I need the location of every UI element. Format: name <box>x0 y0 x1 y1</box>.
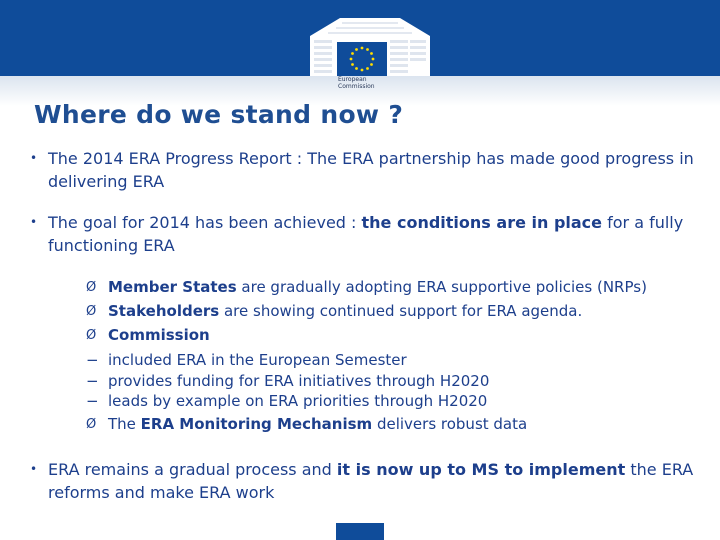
bullet-strong: the conditions are in place <box>361 213 603 232</box>
subpoint-member-states <box>86 275 706 300</box>
dash-bullet: − <box>86 351 99 369</box>
footer-brand-block <box>336 523 384 540</box>
dash-item-semester <box>86 350 706 370</box>
bullet-text: The 2014 ERA Progress Report : The ERA partnership has made good progress in delivering ERA <box>48 149 694 191</box>
logo-caption <box>338 76 398 90</box>
logo-caption-line1: European <box>338 76 367 83</box>
subpoint-monitoring <box>86 412 706 437</box>
subpoint-commission <box>86 323 706 348</box>
bullet-marker: • <box>30 151 38 165</box>
bullet-lead: ERA remains a gradual process and <box>48 460 337 479</box>
bullet-text <box>48 458 700 504</box>
subpoint-emphasis: ERA Monitoring Mechanism <box>140 415 373 433</box>
dash-item-leads <box>86 391 706 411</box>
subpoint-emphasis: Commission <box>108 326 210 344</box>
bullet-progress-report <box>30 147 700 193</box>
arrow-bullet-icon: Ø <box>86 304 97 319</box>
subpoint-text: are showing continued support for ERA agenda. <box>219 302 583 320</box>
dash-bullet: − <box>86 372 99 390</box>
bullet-tail: for a fully functioning ERA <box>48 213 684 255</box>
logo-caption-line2: Commission <box>338 83 375 90</box>
bullet-marker: • <box>30 462 38 476</box>
eu-flag-icon <box>337 42 387 76</box>
dash-item-funding <box>86 371 706 391</box>
dash-bullet: − <box>86 392 99 410</box>
slide-title: Where do we stand now ? <box>34 100 404 129</box>
subpoint-pre: The <box>108 415 141 433</box>
bullet-gradual-process <box>30 458 700 504</box>
subpoint-emphasis: Member States <box>108 278 237 296</box>
arrow-bullet-icon: Ø <box>86 280 97 295</box>
european-commission-logo <box>310 12 430 96</box>
bullet-goal-achieved <box>30 211 700 257</box>
subpoint-text: are gradually adopting ERA supportive policies (NRPs) <box>236 278 647 296</box>
bullet-lead: The goal for 2014 has been achieved : <box>48 213 362 232</box>
dash-text: leads by example on ERA priorities through H2020 <box>108 392 488 410</box>
subpoint-text: delivers robust data <box>372 415 528 433</box>
arrow-bullet-icon: Ø <box>86 328 97 343</box>
bullet-marker: • <box>30 215 38 229</box>
bullet-tail: the ERA reforms and make ERA work <box>48 460 694 502</box>
bullet-strong: it is now up to MS to implement <box>336 460 626 479</box>
subpoint-stakeholders <box>86 299 706 324</box>
dash-text: provides funding for ERA initiatives through H2020 <box>108 372 490 390</box>
dash-text: included ERA in the European Semester <box>108 351 407 369</box>
arrow-bullet-icon: Ø <box>86 417 97 432</box>
subpoint-emphasis: Stakeholders <box>108 302 220 320</box>
bullet-text <box>48 211 700 257</box>
